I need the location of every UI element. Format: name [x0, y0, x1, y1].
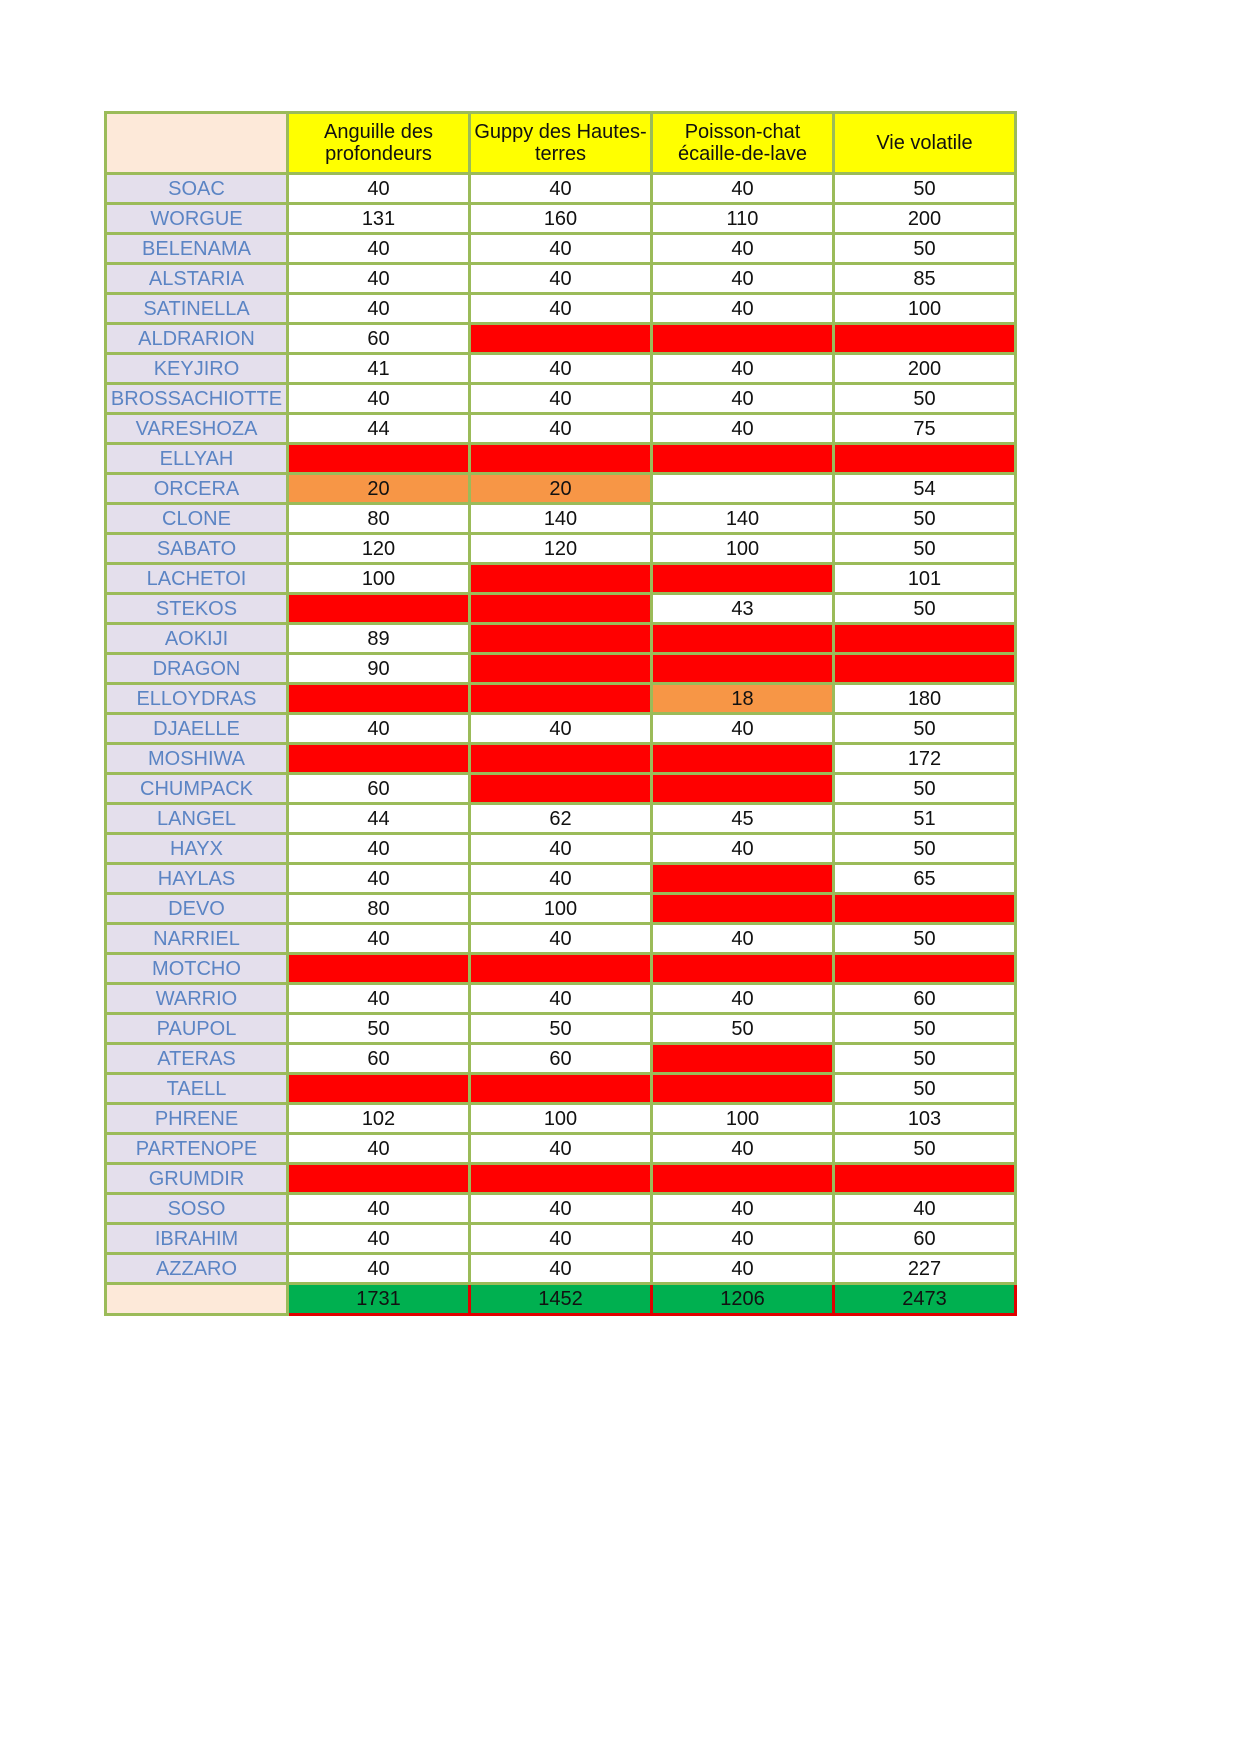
value-cell[interactable] — [652, 564, 834, 594]
value-cell[interactable]: 40 — [470, 234, 652, 264]
value-cell[interactable]: 40 — [288, 174, 470, 204]
value-cell[interactable]: 50 — [834, 534, 1016, 564]
value-cell[interactable]: 40 — [470, 354, 652, 384]
table-row — [106, 174, 1016, 204]
totals-corner-cell[interactable] — [106, 1284, 288, 1315]
row-name-cell[interactable]: SOAC — [106, 174, 288, 204]
row-name-cell[interactable]: SOSO — [106, 1194, 288, 1224]
value-cell[interactable]: 103 — [834, 1104, 1016, 1134]
row-name-cell[interactable]: HAYX — [106, 834, 288, 864]
row-name-cell[interactable]: ORCERA — [106, 474, 288, 504]
value-cell[interactable]: 40 — [470, 714, 652, 744]
value-cell[interactable]: 54 — [834, 474, 1016, 504]
table-row — [106, 564, 1016, 594]
table-row — [106, 294, 1016, 324]
value-cell[interactable]: 40 — [652, 354, 834, 384]
value-cell[interactable]: 65 — [834, 864, 1016, 894]
corner-cell[interactable] — [106, 113, 288, 174]
value-cell[interactable] — [652, 1074, 834, 1104]
value-cell[interactable]: 40 — [470, 1254, 652, 1284]
value-cell[interactable]: 180 — [834, 684, 1016, 714]
value-cell[interactable]: 50 — [834, 234, 1016, 264]
value-cell[interactable]: 40 — [834, 1194, 1016, 1224]
value-cell[interactable] — [834, 444, 1016, 474]
row-name-cell[interactable]: IBRAHIM — [106, 1224, 288, 1254]
value-cell[interactable]: 40 — [470, 294, 652, 324]
value-cell[interactable]: 50 — [834, 384, 1016, 414]
value-cell[interactable]: 80 — [288, 504, 470, 534]
column-header[interactable]: Guppy des Hautes-terres — [470, 113, 652, 174]
value-cell[interactable]: 40 — [288, 834, 470, 864]
value-cell[interactable] — [652, 1044, 834, 1074]
value-cell[interactable]: 40 — [470, 864, 652, 894]
table-row — [106, 624, 1016, 654]
value-cell[interactable]: 60 — [288, 324, 470, 354]
row-name-cell[interactable]: CHUMPACK — [106, 774, 288, 804]
table-row — [106, 1164, 1016, 1194]
value-cell[interactable]: 80 — [288, 894, 470, 924]
value-cell[interactable]: 110 — [652, 204, 834, 234]
value-cell[interactable]: 40 — [652, 294, 834, 324]
table-row — [106, 384, 1016, 414]
value-cell[interactable]: 20 — [288, 474, 470, 504]
table-row — [106, 534, 1016, 564]
value-cell[interactable]: 40 — [652, 384, 834, 414]
value-cell[interactable]: 40 — [470, 1224, 652, 1254]
value-cell[interactable]: 45 — [652, 804, 834, 834]
value-cell[interactable] — [470, 954, 652, 984]
value-cell[interactable]: 60 — [288, 1044, 470, 1074]
value-cell[interactable] — [652, 1164, 834, 1194]
table-row — [106, 444, 1016, 474]
value-cell[interactable] — [470, 1074, 652, 1104]
value-cell[interactable] — [652, 954, 834, 984]
table-row — [106, 474, 1016, 504]
value-cell[interactable] — [288, 444, 470, 474]
value-cell[interactable]: 40 — [652, 1224, 834, 1254]
value-cell[interactable]: 200 — [834, 204, 1016, 234]
value-cell[interactable] — [652, 774, 834, 804]
value-cell[interactable]: 50 — [652, 1014, 834, 1044]
table-row — [106, 954, 1016, 984]
total-cell[interactable]: 1206 — [652, 1284, 834, 1315]
table-row — [106, 864, 1016, 894]
value-cell[interactable]: 101 — [834, 564, 1016, 594]
table-row — [106, 1074, 1016, 1104]
value-cell[interactable] — [652, 324, 834, 354]
row-name-cell[interactable]: TAELL — [106, 1074, 288, 1104]
value-cell[interactable]: 140 — [652, 504, 834, 534]
spreadsheet-table — [104, 111, 1017, 1316]
value-cell[interactable]: 50 — [834, 924, 1016, 954]
value-cell[interactable]: 40 — [288, 1134, 470, 1164]
value-cell[interactable]: 40 — [288, 1254, 470, 1284]
row-name-cell[interactable]: ATERAS — [106, 1044, 288, 1074]
value-cell[interactable] — [834, 654, 1016, 684]
value-cell[interactable]: 40 — [470, 984, 652, 1014]
row-name-cell[interactable]: ELLYAH — [106, 444, 288, 474]
value-cell[interactable]: 100 — [652, 1104, 834, 1134]
value-cell[interactable]: 102 — [288, 1104, 470, 1134]
value-cell[interactable]: 131 — [288, 204, 470, 234]
row-name-cell[interactable]: PAUPOL — [106, 1014, 288, 1044]
row-name-cell[interactable]: STEKOS — [106, 594, 288, 624]
value-cell[interactable]: 40 — [288, 1194, 470, 1224]
value-cell[interactable]: 60 — [834, 984, 1016, 1014]
value-cell[interactable]: 40 — [288, 384, 470, 414]
value-cell[interactable]: 40 — [652, 234, 834, 264]
value-cell[interactable]: 50 — [834, 834, 1016, 864]
value-cell[interactable]: 40 — [288, 234, 470, 264]
value-cell[interactable] — [470, 774, 652, 804]
row-name-cell[interactable]: LANGEL — [106, 804, 288, 834]
value-cell[interactable]: 50 — [834, 1044, 1016, 1074]
value-cell[interactable]: 100 — [652, 534, 834, 564]
row-name-cell[interactable]: ALSTARIA — [106, 264, 288, 294]
table-row — [106, 504, 1016, 534]
value-cell[interactable]: 40 — [652, 264, 834, 294]
table-row — [106, 264, 1016, 294]
table-row — [106, 414, 1016, 444]
table-row — [106, 234, 1016, 264]
table-row — [106, 774, 1016, 804]
table-row — [106, 924, 1016, 954]
table-row — [106, 804, 1016, 834]
column-header[interactable]: Poisson-chat écaille-de-lave — [652, 113, 834, 174]
row-name-cell[interactable]: WORGUE — [106, 204, 288, 234]
value-cell[interactable] — [652, 624, 834, 654]
value-cell[interactable]: 40 — [652, 1194, 834, 1224]
value-cell[interactable]: 41 — [288, 354, 470, 384]
row-name-cell[interactable]: GRUMDIR — [106, 1164, 288, 1194]
table-row — [106, 684, 1016, 714]
value-cell[interactable]: 40 — [652, 174, 834, 204]
value-cell[interactable]: 43 — [652, 594, 834, 624]
row-name-cell[interactable]: PARTENOPE — [106, 1134, 288, 1164]
column-header[interactable]: Vie volatile — [834, 113, 1016, 174]
value-cell[interactable]: 50 — [834, 1014, 1016, 1044]
value-cell[interactable]: 40 — [652, 1254, 834, 1284]
value-cell[interactable]: 40 — [652, 414, 834, 444]
table-row — [106, 1104, 1016, 1134]
value-cell[interactable]: 50 — [834, 174, 1016, 204]
value-cell[interactable]: 75 — [834, 414, 1016, 444]
value-cell[interactable]: 40 — [288, 924, 470, 954]
value-cell[interactable]: 60 — [470, 1044, 652, 1074]
row-name-cell[interactable]: SABATO — [106, 534, 288, 564]
header-row — [106, 113, 1016, 174]
value-cell[interactable]: 50 — [834, 504, 1016, 534]
value-cell[interactable]: 160 — [470, 204, 652, 234]
value-cell[interactable]: 40 — [652, 1134, 834, 1164]
value-cell[interactable]: 44 — [288, 414, 470, 444]
table-row — [106, 594, 1016, 624]
row-name-cell[interactable]: NARRIEL — [106, 924, 288, 954]
value-cell[interactable]: 120 — [288, 534, 470, 564]
row-name-cell[interactable]: CLONE — [106, 504, 288, 534]
value-cell[interactable]: 44 — [288, 804, 470, 834]
row-name-cell[interactable]: ALDRARION — [106, 324, 288, 354]
value-cell[interactable]: 60 — [288, 774, 470, 804]
row-name-cell[interactable]: KEYJIRO — [106, 354, 288, 384]
row-name-cell[interactable]: DJAELLE — [106, 714, 288, 744]
value-cell[interactable] — [834, 324, 1016, 354]
value-cell[interactable]: 40 — [470, 264, 652, 294]
table-row — [106, 834, 1016, 864]
value-cell[interactable]: 40 — [470, 384, 652, 414]
table-row — [106, 714, 1016, 744]
total-cell[interactable]: 2473 — [834, 1284, 1016, 1315]
value-cell[interactable]: 50 — [834, 1134, 1016, 1164]
value-cell[interactable]: 40 — [288, 864, 470, 894]
table-row — [106, 1254, 1016, 1284]
table-row — [106, 744, 1016, 774]
value-cell[interactable]: 40 — [288, 294, 470, 324]
value-cell[interactable]: 100 — [470, 1104, 652, 1134]
table-body — [106, 174, 1016, 1284]
value-cell[interactable]: 20 — [470, 474, 652, 504]
value-cell[interactable] — [288, 954, 470, 984]
table-row — [106, 1134, 1016, 1164]
table-row — [106, 1014, 1016, 1044]
table-row — [106, 894, 1016, 924]
value-cell[interactable] — [834, 624, 1016, 654]
row-name-cell[interactable]: BELENAMA — [106, 234, 288, 264]
table-row — [106, 1044, 1016, 1074]
row-name-cell[interactable]: SATINELLA — [106, 294, 288, 324]
value-cell[interactable] — [470, 744, 652, 774]
table-row — [106, 204, 1016, 234]
value-cell[interactable] — [834, 1164, 1016, 1194]
row-name-cell[interactable]: AZZARO — [106, 1254, 288, 1284]
value-cell[interactable]: 40 — [470, 1194, 652, 1224]
row-name-cell[interactable]: MOSHIWA — [106, 744, 288, 774]
value-cell[interactable]: 40 — [652, 714, 834, 744]
total-cell[interactable]: 1452 — [470, 1284, 652, 1315]
value-cell[interactable]: 40 — [470, 174, 652, 204]
value-cell[interactable] — [470, 564, 652, 594]
value-cell[interactable]: 50 — [834, 1074, 1016, 1104]
row-name-cell[interactable]: AOKIJI — [106, 624, 288, 654]
value-cell[interactable]: 40 — [288, 1224, 470, 1254]
row-name-cell[interactable]: DRAGON — [106, 654, 288, 684]
table-row — [106, 654, 1016, 684]
value-cell[interactable] — [652, 744, 834, 774]
value-cell[interactable] — [288, 1074, 470, 1104]
value-cell[interactable]: 40 — [652, 984, 834, 1014]
value-cell[interactable]: 40 — [470, 924, 652, 954]
value-cell[interactable]: 90 — [288, 654, 470, 684]
value-cell[interactable] — [470, 594, 652, 624]
value-cell[interactable] — [834, 894, 1016, 924]
value-cell[interactable]: 227 — [834, 1254, 1016, 1284]
value-cell[interactable]: 50 — [470, 1014, 652, 1044]
row-name-cell[interactable]: MOTCHO — [106, 954, 288, 984]
value-cell[interactable]: 51 — [834, 804, 1016, 834]
row-name-cell[interactable]: HAYLAS — [106, 864, 288, 894]
value-cell[interactable]: 50 — [834, 714, 1016, 744]
value-cell[interactable]: 50 — [834, 774, 1016, 804]
value-cell[interactable]: 40 — [288, 264, 470, 294]
value-cell[interactable]: 18 — [652, 684, 834, 714]
value-cell[interactable]: 140 — [470, 504, 652, 534]
value-cell[interactable] — [470, 624, 652, 654]
value-cell[interactable]: 200 — [834, 354, 1016, 384]
value-cell[interactable] — [652, 894, 834, 924]
value-cell[interactable]: 100 — [470, 894, 652, 924]
value-cell[interactable] — [288, 594, 470, 624]
value-cell[interactable]: 40 — [652, 924, 834, 954]
value-cell[interactable]: 50 — [288, 1014, 470, 1044]
row-name-cell[interactable]: WARRIO — [106, 984, 288, 1014]
value-cell[interactable]: 62 — [470, 804, 652, 834]
value-cell[interactable] — [288, 744, 470, 774]
value-cell[interactable]: 40 — [470, 1134, 652, 1164]
value-cell[interactable]: 40 — [470, 414, 652, 444]
row-name-cell[interactable]: VARESHOZA — [106, 414, 288, 444]
total-cell[interactable]: 1731 — [288, 1284, 470, 1315]
value-cell[interactable]: 40 — [470, 834, 652, 864]
value-cell[interactable] — [470, 684, 652, 714]
value-cell[interactable] — [652, 654, 834, 684]
row-name-cell[interactable]: ELLOYDRAS — [106, 684, 288, 714]
value-cell[interactable]: 120 — [470, 534, 652, 564]
value-cell[interactable] — [288, 1164, 470, 1194]
value-cell[interactable] — [470, 654, 652, 684]
row-name-cell[interactable]: PHRENE — [106, 1104, 288, 1134]
value-cell[interactable] — [470, 1164, 652, 1194]
row-name-cell[interactable]: LACHETOI — [106, 564, 288, 594]
value-cell[interactable]: 40 — [652, 834, 834, 864]
value-cell[interactable] — [288, 684, 470, 714]
table-row — [106, 354, 1016, 384]
row-name-cell[interactable]: DEVO — [106, 894, 288, 924]
column-header[interactable]: Anguille des profondeurs — [288, 113, 470, 174]
value-cell[interactable] — [652, 864, 834, 894]
table-row — [106, 1224, 1016, 1254]
table-row — [106, 1194, 1016, 1224]
value-cell[interactable]: 40 — [288, 984, 470, 1014]
value-cell[interactable] — [652, 444, 834, 474]
value-cell[interactable]: 89 — [288, 624, 470, 654]
value-cell[interactable] — [470, 324, 652, 354]
value-cell[interactable] — [652, 474, 834, 504]
value-cell[interactable] — [834, 954, 1016, 984]
table-row — [106, 324, 1016, 354]
value-cell[interactable]: 172 — [834, 744, 1016, 774]
value-cell[interactable] — [470, 444, 652, 474]
value-cell[interactable]: 50 — [834, 594, 1016, 624]
row-name-cell[interactable]: BROSSACHIOTTE — [106, 384, 288, 414]
value-cell[interactable]: 100 — [288, 564, 470, 594]
totals-row — [106, 1284, 1016, 1315]
value-cell[interactable]: 100 — [834, 294, 1016, 324]
table-row — [106, 984, 1016, 1014]
value-cell[interactable]: 85 — [834, 264, 1016, 294]
value-cell[interactable]: 40 — [288, 714, 470, 744]
value-cell[interactable]: 60 — [834, 1224, 1016, 1254]
